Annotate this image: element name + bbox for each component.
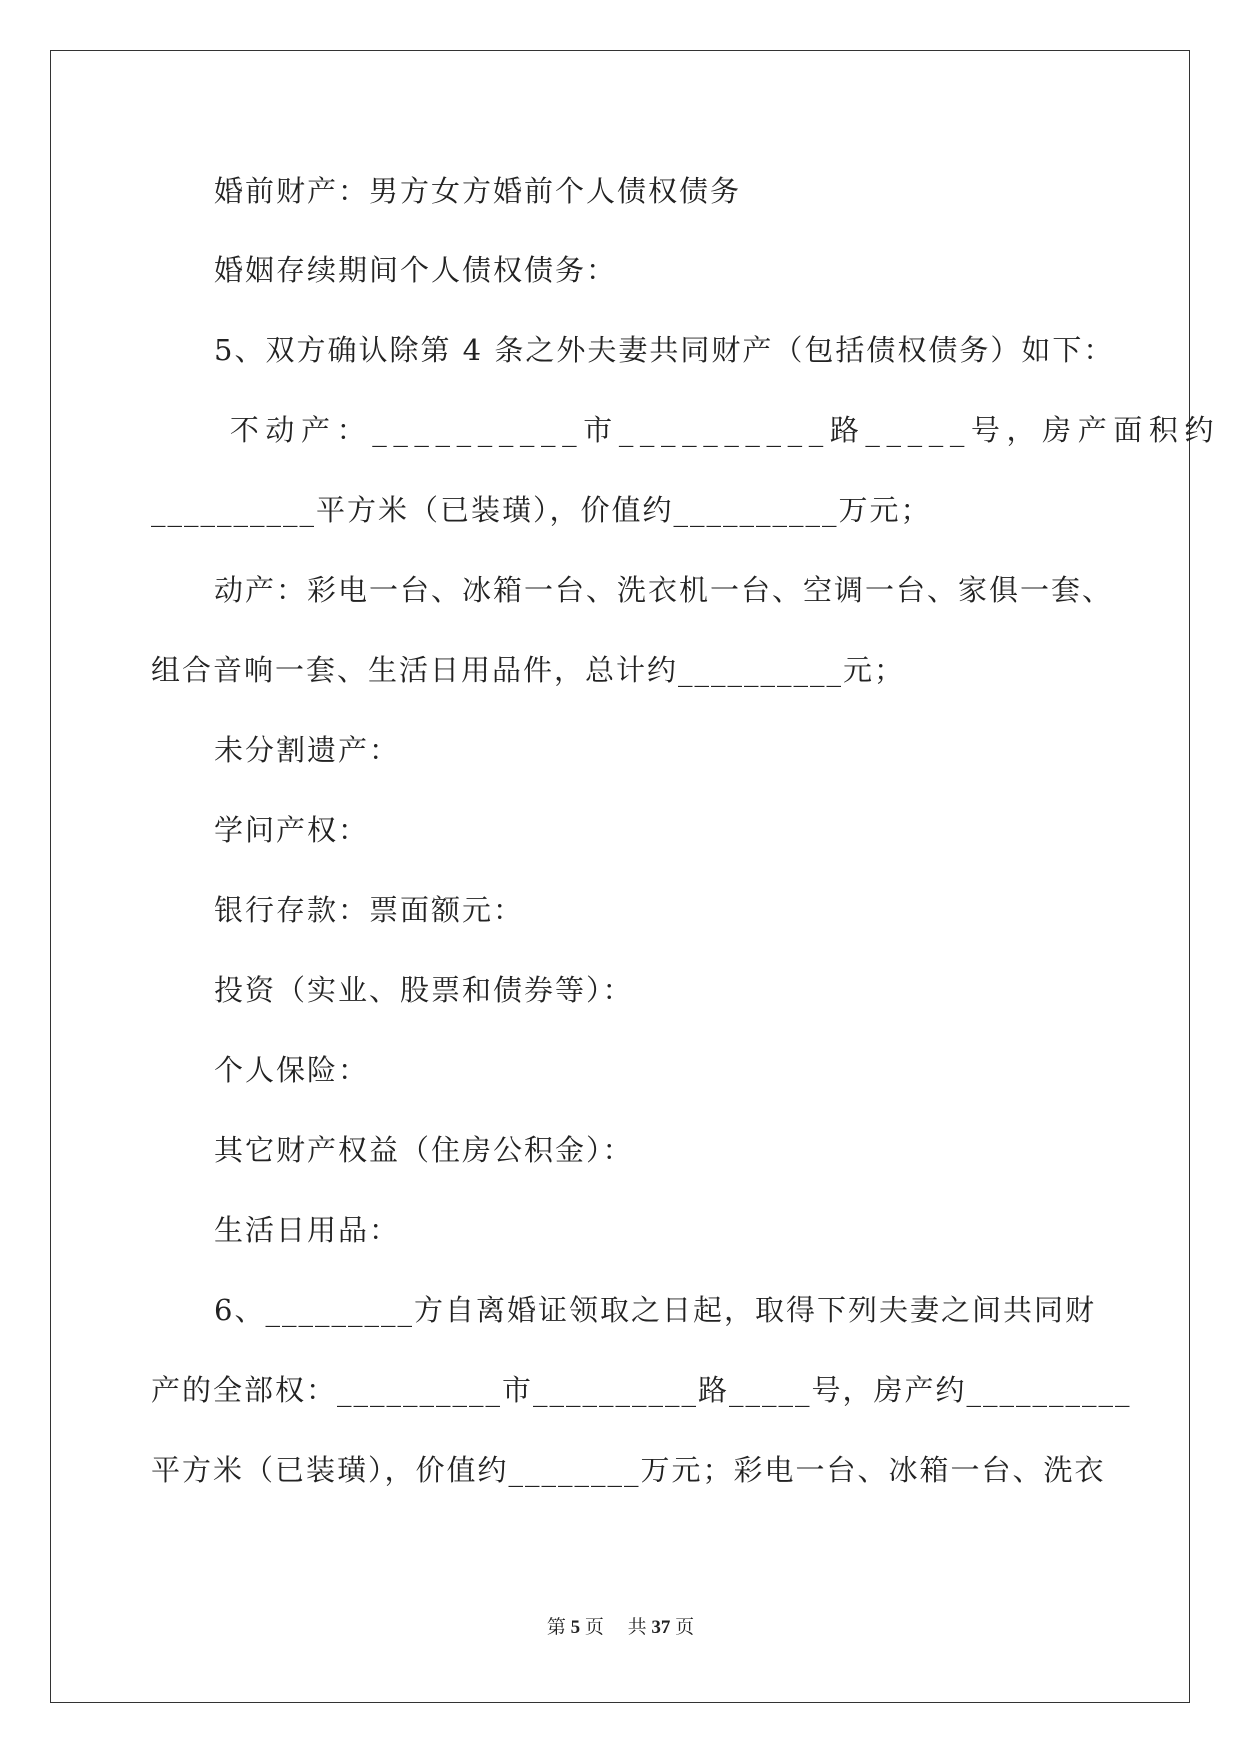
text-line: 动产：彩电一台、冰箱一台、洗衣机一台、空调一台、家俱一套、 [214,573,1114,607]
footer-total-prefix: 共 [627,1617,647,1638]
text-line: 未分割遗产： [214,733,401,767]
text-line: 5、双方确认除第 4 条之外夫妻共同财产（包括债权债务）如下： [214,333,1115,367]
total-pages: 37 [651,1617,671,1638]
text-line: 婚前财产：男方女方婚前个人债权债务 [214,174,742,208]
footer-prefix: 第 [546,1617,566,1638]
text-line: 生活日用品： [214,1213,401,1247]
text-line: 个人保险： [214,1053,370,1087]
text-line: __________平方米（已装璜），价值约__________万元； [151,493,932,527]
page-number: 5 [570,1617,581,1638]
text-line: 产的全部权：__________市__________路_____号，房产约__________ [151,1373,1132,1407]
footer-total-unit: 页 [675,1617,695,1638]
text-line: 学问产权： [214,813,370,847]
text-line: 银行存款：票面额元： [214,893,525,927]
page-footer [0,1612,1241,1639]
text-line: 其它财产权益（住房公积金）： [214,1133,634,1167]
text-line: 6、_________方自离婚证领取之日起，取得下列夫妻之间共同财 [214,1293,1096,1327]
footer-page-unit: 页 [584,1617,604,1638]
text-line: 婚姻存续期间个人债权债务： [214,253,618,287]
text-line: 组合音响一套、生活日用品件，总计约__________元； [151,653,906,687]
text-line: 平方米（已装璜），价值约________万元；彩电一台、冰箱一台、洗衣 [151,1453,1106,1487]
text-line: 投资（实业、股票和债券等）： [214,973,634,1007]
text-line: 不动产：__________市__________路_____号，房产面积约 [214,413,1221,447]
